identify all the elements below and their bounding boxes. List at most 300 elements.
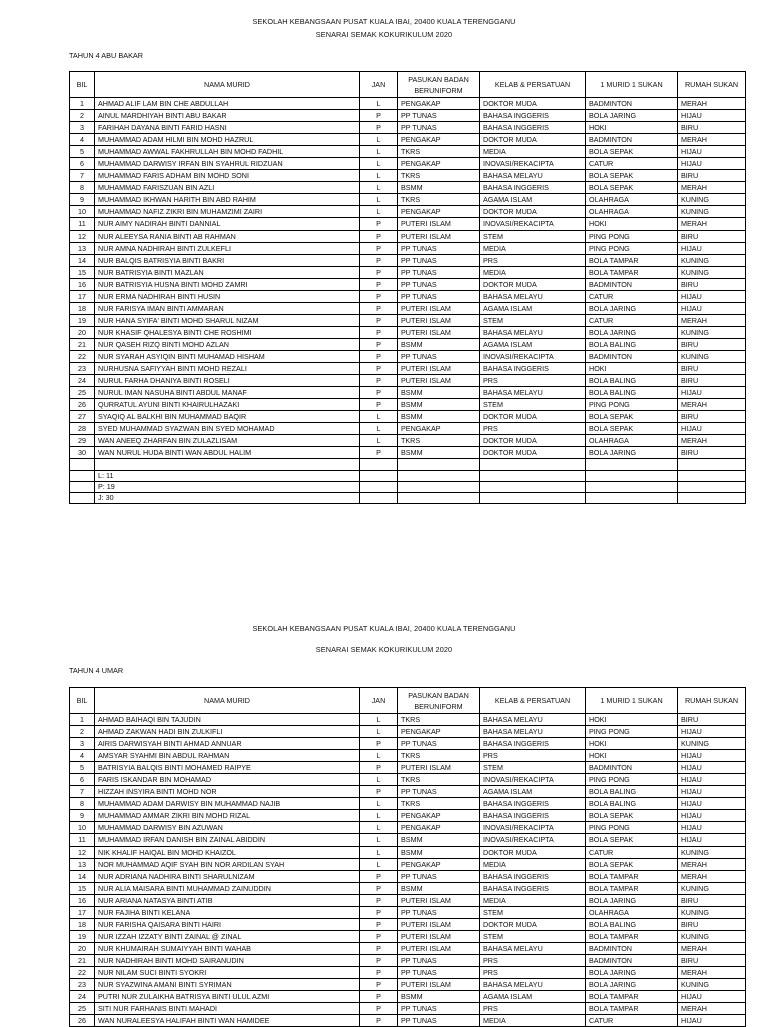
cell-nama-murid: MUHAMMAD AMMAR ZIKRI BIN MOHD RIZAL: [95, 810, 360, 822]
cell-kelab: PRS: [480, 1003, 586, 1015]
cell-nama-murid: NUR ARIANA NATASYA BINTI ATIB: [95, 894, 360, 906]
cell-sukan: BOLA TAMPAR: [586, 991, 678, 1003]
cell-nama-murid: WAN NURUL HUDA BINTI WAN ABDUL HALIM: [95, 447, 360, 459]
cell-bil: 17: [70, 906, 95, 918]
cell-jan: P: [360, 350, 398, 362]
cell-rumah: BIRU: [678, 122, 746, 134]
cell-pasukan: PENGAKAP: [398, 158, 480, 170]
cell-kelab: MEDIA: [480, 894, 586, 906]
cell-bil: 18: [70, 918, 95, 930]
cell-rumah: MERAH: [678, 218, 746, 230]
cell-kelab: DOKTOR MUDA: [480, 411, 586, 423]
table-row: [70, 194, 746, 206]
cell-kelab: INOVASI/REKACIPTA: [480, 158, 586, 170]
cell-jan: P: [360, 882, 398, 894]
table-row: [70, 882, 746, 894]
empty-cell: [398, 493, 480, 504]
cell-bil: 13: [70, 242, 95, 254]
cell-pasukan: PUTERI ISLAM: [398, 363, 480, 375]
cell-pasukan: PUTERI ISLAM: [398, 326, 480, 338]
school-header: SEKOLAH KEBANGSAAN PUSAT KUALA IBAI, 20400 KUALA TERENGGANU: [252, 17, 516, 26]
cell-rumah: KUNING: [678, 350, 746, 362]
cell-rumah: HIJAU: [678, 387, 746, 399]
cell-nama-murid: NURUL FARHA DHANIYA BINTI ROSELI: [95, 375, 360, 387]
cell-pasukan: BSMM: [398, 338, 480, 350]
cell-kelab: BAHASA INGGERIS: [480, 798, 586, 810]
cell-nama-murid: NUR NADHIRAH BINTI MOHD SAIRANUDIN: [95, 954, 360, 966]
cell-jan: P: [360, 1003, 398, 1015]
cell-rumah: MERAH: [678, 966, 746, 978]
cell-jan: P: [360, 375, 398, 387]
cell-bil: 22: [70, 350, 95, 362]
cell-kelab: AGAMA ISLAM: [480, 338, 586, 350]
cell-bil: 29: [70, 435, 95, 447]
cell-kelab: PRS: [480, 254, 586, 266]
cell-kelab: BAHASA MELAYU: [480, 714, 586, 726]
cell-jan: L: [360, 858, 398, 870]
table-row: [70, 726, 746, 738]
table-row: [70, 798, 746, 810]
cell-nama-murid: AIRIS DARWISYAH BINTI AHMAD ANNUAR: [95, 738, 360, 750]
cell-nama-murid: NUR QASEH RIZQ BINTI MOHD AZLAN: [95, 338, 360, 350]
empty-cell: [398, 482, 480, 493]
cell-pasukan: BSMM: [398, 834, 480, 846]
cell-bil: 11: [70, 218, 95, 230]
cell-bil: 16: [70, 278, 95, 290]
cell-rumah: KUNING: [678, 194, 746, 206]
cell-nama-murid: PUTRI NUR ZULAIKHA BATRISYA BINTI ULUL AZMI: [95, 991, 360, 1003]
empty-cell: [360, 471, 398, 482]
table-row: [70, 1003, 746, 1015]
header-bil: BIL: [70, 688, 95, 714]
cell-rumah: MERAH: [678, 399, 746, 411]
cell-sukan: BOLA JARING: [586, 894, 678, 906]
cell-kelab: STEM: [480, 399, 586, 411]
cell-nama-murid: SYAQIQ AL BALKHI BIN MUHAMMAD BAQIR: [95, 411, 360, 423]
empty-cell: [586, 459, 678, 471]
cell-sukan: BOLA TAMPAR: [586, 254, 678, 266]
cell-sukan: BOLA SEPAK: [586, 411, 678, 423]
table-row: [70, 278, 746, 290]
cell-pasukan: PP TUNAS: [398, 966, 480, 978]
cell-kelab: BAHASA INGGERIS: [480, 882, 586, 894]
cell-bil: 27: [70, 411, 95, 423]
table-header-row: [70, 688, 746, 714]
cell-rumah: BIRU: [678, 363, 746, 375]
cell-pasukan: PUTERI ISLAM: [398, 302, 480, 314]
table-row: [70, 906, 746, 918]
cell-pasukan: PUTERI ISLAM: [398, 762, 480, 774]
table-row: [70, 991, 746, 1003]
cell-pasukan: PP TUNAS: [398, 266, 480, 278]
summary-row: [70, 482, 746, 493]
cell-kelab: MEDIA: [480, 858, 586, 870]
cell-rumah: KUNING: [678, 206, 746, 218]
cell-jan: P: [360, 966, 398, 978]
cell-sukan: HOKI: [586, 122, 678, 134]
cell-bil: 4: [70, 750, 95, 762]
cell-pasukan: PP TUNAS: [398, 242, 480, 254]
table-row: [70, 966, 746, 978]
cell-rumah: HIJAU: [678, 786, 746, 798]
cell-jan: L: [360, 170, 398, 182]
cell-jan: P: [360, 314, 398, 326]
table-header-row: [70, 72, 746, 98]
cell-pasukan: PUTERI ISLAM: [398, 314, 480, 326]
cell-bil: 21: [70, 954, 95, 966]
cell-sukan: BOLA TAMPAR: [586, 870, 678, 882]
cell-bil: 19: [70, 930, 95, 942]
cell-sukan: BOLA TAMPAR: [586, 882, 678, 894]
cell-pasukan: TKRS: [398, 194, 480, 206]
cell-bil: 24: [70, 375, 95, 387]
cell-sukan: PING PONG: [586, 774, 678, 786]
cell-pasukan: PUTERI ISLAM: [398, 894, 480, 906]
cell-nama-murid: NUR KHUMAIRAH SUMAIYYAH BINTI WAHAB: [95, 942, 360, 954]
cell-jan: P: [360, 230, 398, 242]
cell-sukan: HOKI: [586, 750, 678, 762]
cell-sukan: BOLA JARING: [586, 302, 678, 314]
cell-jan: L: [360, 194, 398, 206]
cell-bil: 1: [70, 98, 95, 110]
table-row: [70, 930, 746, 942]
cell-pasukan: PP TUNAS: [398, 122, 480, 134]
cell-kelab: AGAMA ISLAM: [480, 991, 586, 1003]
cell-sukan: BOLA TAMPAR: [586, 266, 678, 278]
cell-jan: L: [360, 726, 398, 738]
cell-rumah: HIJAU: [678, 290, 746, 302]
table-row: [70, 230, 746, 242]
cell-rumah: HIJAU: [678, 302, 746, 314]
table-row: [70, 1015, 746, 1027]
cell-sukan: BOLA SEPAK: [586, 423, 678, 435]
cell-bil: 11: [70, 834, 95, 846]
cell-pasukan: PENGAKAP: [398, 98, 480, 110]
cell-sukan: CATUR: [586, 846, 678, 858]
cell-rumah: MERAH: [678, 858, 746, 870]
cell-kelab: BAHASA INGGERIS: [480, 110, 586, 122]
table-row: [70, 363, 746, 375]
cell-rumah: KUNING: [678, 906, 746, 918]
cell-sukan: BOLA JARING: [586, 979, 678, 991]
cell-pasukan: PENGAKAP: [398, 822, 480, 834]
cell-pasukan: PUTERI ISLAM: [398, 218, 480, 230]
cell-bil: 14: [70, 870, 95, 882]
cell-rumah: BIRU: [678, 894, 746, 906]
cell-pasukan: PUTERI ISLAM: [398, 942, 480, 954]
cell-sukan: BOLA JARING: [586, 326, 678, 338]
table-row: [70, 447, 746, 459]
cell-sukan: BOLA BALING: [586, 375, 678, 387]
header-jan: JAN: [360, 72, 398, 98]
cell-jan: P: [360, 918, 398, 930]
cell-kelab: DOKTOR MUDA: [480, 846, 586, 858]
table-row: [70, 954, 746, 966]
cell-pasukan: TKRS: [398, 714, 480, 726]
cell-rumah: HIJAU: [678, 242, 746, 254]
table-row: [70, 399, 746, 411]
cell-nama-murid: AHMAD BAIHAQI BIN TAJUDIN: [95, 714, 360, 726]
table-row: [70, 158, 746, 170]
empty-cell: [586, 471, 678, 482]
cell-jan: P: [360, 979, 398, 991]
cell-pasukan: PP TUNAS: [398, 1015, 480, 1027]
cell-jan: L: [360, 774, 398, 786]
empty-cell: [586, 482, 678, 493]
cell-kelab: MEDIA: [480, 266, 586, 278]
cell-bil: 14: [70, 254, 95, 266]
cell-sukan: BOLA TAMPAR: [586, 930, 678, 942]
cell-rumah: HIJAU: [678, 110, 746, 122]
cell-sukan: CATUR: [586, 158, 678, 170]
header-nama-murid: NAMA MURID: [95, 72, 360, 98]
cell-bil: 15: [70, 882, 95, 894]
cell-rumah: BIRU: [678, 447, 746, 459]
cell-rumah: KUNING: [678, 979, 746, 991]
student-table: [69, 687, 746, 1027]
header-sukan: 1 MURID 1 SUKAN: [586, 688, 678, 714]
cell-pasukan: BSMM: [398, 182, 480, 194]
cell-kelab: BAHASA INGGERIS: [480, 870, 586, 882]
cell-bil: 24: [70, 991, 95, 1003]
cell-nama-murid: MUHAMMAD IRFAN DANISH BIN ZAINAL ABIDDIN: [95, 834, 360, 846]
cell-sukan: BADMINTON: [586, 350, 678, 362]
cell-kelab: PRS: [480, 750, 586, 762]
cell-sukan: PING PONG: [586, 726, 678, 738]
cell-bil: 10: [70, 206, 95, 218]
cell-rumah: BIRU: [678, 954, 746, 966]
cell-jan: L: [360, 750, 398, 762]
empty-cell: [360, 493, 398, 504]
table-row: [70, 350, 746, 362]
cell-bil: 12: [70, 846, 95, 858]
cell-jan: P: [360, 302, 398, 314]
cell-rumah: HIJAU: [678, 1015, 746, 1027]
cell-jan: P: [360, 266, 398, 278]
header-pasukan: PASUKAN BADAN BERUNIFORM: [398, 72, 480, 98]
cell-kelab: BAHASA INGGERIS: [480, 363, 586, 375]
cell-jan: P: [360, 942, 398, 954]
cell-bil: 28: [70, 423, 95, 435]
cell-pasukan: PP TUNAS: [398, 110, 480, 122]
summary-count: J: 30: [95, 493, 360, 504]
summary-count: L: 11: [95, 471, 360, 482]
cell-nama-murid: NUR IZZAH IZZATY BINTI ZAINAL @ ZINAL: [95, 930, 360, 942]
cell-sukan: BADMINTON: [586, 942, 678, 954]
table-row: [70, 182, 746, 194]
cell-bil: 19: [70, 314, 95, 326]
cell-kelab: DOKTOR MUDA: [480, 447, 586, 459]
cell-sukan: BOLA SEPAK: [586, 834, 678, 846]
cell-rumah: HIJAU: [678, 810, 746, 822]
header-bil: BIL: [70, 72, 95, 98]
cell-bil: 20: [70, 326, 95, 338]
empty-cell: [70, 482, 95, 493]
cell-rumah: HIJAU: [678, 991, 746, 1003]
cell-pasukan: PENGAKAP: [398, 858, 480, 870]
cell-kelab: BAHASA INGGERIS: [480, 182, 586, 194]
cell-jan: P: [360, 894, 398, 906]
cell-nama-murid: FARIHAH DAYANA BINTI FARID HASNI: [95, 122, 360, 134]
cell-nama-murid: NUR AIMY NADIRAH BINTI DANNIAL: [95, 218, 360, 230]
cell-rumah: MERAH: [678, 98, 746, 110]
cell-jan: P: [360, 110, 398, 122]
cell-bil: 3: [70, 738, 95, 750]
cell-rumah: HIJAU: [678, 762, 746, 774]
cell-kelab: STEM: [480, 314, 586, 326]
empty-cell: [678, 482, 746, 493]
cell-pasukan: PP TUNAS: [398, 290, 480, 302]
cell-jan: L: [360, 423, 398, 435]
cell-bil: 12: [70, 230, 95, 242]
cell-jan: P: [360, 326, 398, 338]
table-row: [70, 870, 746, 882]
header-pasukan: PASUKAN BADAN BERUNIFORM: [398, 688, 480, 714]
cell-sukan: BOLA JARING: [586, 447, 678, 459]
cell-jan: P: [360, 218, 398, 230]
table-row: [70, 254, 746, 266]
cell-pasukan: BSMM: [398, 846, 480, 858]
cell-rumah: MERAH: [678, 1003, 746, 1015]
empty-cell: [70, 471, 95, 482]
empty-cell: [398, 471, 480, 482]
cell-jan: P: [360, 278, 398, 290]
table-row: [70, 242, 746, 254]
cell-kelab: BAHASA MELAYU: [480, 942, 586, 954]
cell-rumah: HIJAU: [678, 834, 746, 846]
empty-cell: [398, 459, 480, 471]
cell-bil: 26: [70, 1015, 95, 1027]
cell-nama-murid: NUR NILAM SUCI BINTI SYOKRI: [95, 966, 360, 978]
table-row: [70, 858, 746, 870]
cell-bil: 20: [70, 942, 95, 954]
cell-jan: L: [360, 846, 398, 858]
cell-pasukan: PP TUNAS: [398, 906, 480, 918]
cell-nama-murid: WAN ANEEQ ZHARFAN BIN ZULAZLISAM: [95, 435, 360, 447]
cell-nama-murid: NUR ALIA MAISARA BINTI MUHAMMAD ZAINUDDIN: [95, 882, 360, 894]
cell-kelab: MEDIA: [480, 242, 586, 254]
cell-rumah: HIJAU: [678, 146, 746, 158]
cell-nama-murid: MUHAMMAD FARIS ADHAM BIN MOHD SONI: [95, 170, 360, 182]
cell-pasukan: BSMM: [398, 387, 480, 399]
cell-pasukan: PENGAKAP: [398, 423, 480, 435]
cell-kelab: INOVASI/REKACIPTA: [480, 218, 586, 230]
cell-nama-murid: NUR FAJIHA BINTI KELANA: [95, 906, 360, 918]
cell-bil: 21: [70, 338, 95, 350]
cell-kelab: AGAMA ISLAM: [480, 786, 586, 798]
empty-cell: [70, 493, 95, 504]
cell-sukan: PING PONG: [586, 822, 678, 834]
cell-jan: P: [360, 762, 398, 774]
cell-jan: P: [360, 122, 398, 134]
empty-cell: [70, 459, 95, 471]
cell-kelab: PRS: [480, 375, 586, 387]
table-row: [70, 714, 746, 726]
table-row: [70, 302, 746, 314]
cell-pasukan: BSMM: [398, 399, 480, 411]
cell-bil: 2: [70, 110, 95, 122]
cell-rumah: KUNING: [678, 254, 746, 266]
header-kelab: KELAB & PERSATUAN: [480, 72, 586, 98]
cell-jan: P: [360, 1015, 398, 1027]
cell-pasukan: TKRS: [398, 435, 480, 447]
cell-rumah: HIJAU: [678, 822, 746, 834]
cell-kelab: INOVASI/REKACIPTA: [480, 822, 586, 834]
cell-jan: L: [360, 158, 398, 170]
cell-jan: P: [360, 254, 398, 266]
cell-jan: P: [360, 290, 398, 302]
cell-nama-murid: AMSYAR SYAHMI BIN ABDUL RAHMAN: [95, 750, 360, 762]
cell-bil: 3: [70, 122, 95, 134]
cell-nama-murid: MUHAMMAD DARWISY IRFAN BIN SYAHRUL RIDZUAN: [95, 158, 360, 170]
cell-nama-murid: AINUL MARDHIYAH BINTI ABU BAKAR: [95, 110, 360, 122]
cell-bil: 25: [70, 387, 95, 399]
cell-sukan: BOLA SEPAK: [586, 810, 678, 822]
cell-nama-murid: NUR HANA SYIFA' BINTI MOHD SHARUL NIZAM: [95, 314, 360, 326]
cell-pasukan: BSMM: [398, 447, 480, 459]
cell-bil: 16: [70, 894, 95, 906]
cell-bil: 23: [70, 363, 95, 375]
cell-sukan: BOLA JARING: [586, 110, 678, 122]
cell-nama-murid: SYED MUHAMMAD SYAZWAN BIN SYED MOHAMAD: [95, 423, 360, 435]
cell-sukan: HOKI: [586, 738, 678, 750]
cell-pasukan: PP TUNAS: [398, 786, 480, 798]
cell-bil: 25: [70, 1003, 95, 1015]
empty-cell: [678, 459, 746, 471]
empty-cell: [480, 471, 586, 482]
cell-nama-murid: NURHUSNA SAFIYYAH BINTI MOHD REZALI: [95, 363, 360, 375]
cell-bil: 7: [70, 170, 95, 182]
cell-nama-murid: NUR BALQIS BATRISYIA BINTI BAKRI: [95, 254, 360, 266]
student-table: [69, 71, 746, 504]
table-row: [70, 786, 746, 798]
class-name: TAHUN 4 UMAR: [69, 666, 124, 675]
cell-rumah: KUNING: [678, 266, 746, 278]
cell-bil: 26: [70, 399, 95, 411]
cell-sukan: PING PONG: [586, 230, 678, 242]
cell-pasukan: TKRS: [398, 798, 480, 810]
cell-bil: 7: [70, 786, 95, 798]
cell-sukan: HOKI: [586, 363, 678, 375]
cell-nama-murid: NOR MUHAMMAD AQIF SYAH BIN NOR ARDILAN SYAH: [95, 858, 360, 870]
cell-pasukan: PENGAKAP: [398, 134, 480, 146]
cell-jan: L: [360, 146, 398, 158]
cell-bil: 5: [70, 762, 95, 774]
cell-pasukan: PENGAKAP: [398, 206, 480, 218]
cell-sukan: CATUR: [586, 290, 678, 302]
table-row: [70, 266, 746, 278]
cell-pasukan: PP TUNAS: [398, 954, 480, 966]
cell-bil: 9: [70, 194, 95, 206]
summary-count: P: 19: [95, 482, 360, 493]
table-row: [70, 134, 746, 146]
cell-nama-murid: SITI NUR FARHANIS BINTI MAHADI: [95, 1003, 360, 1015]
cell-kelab: INOVASI/REKACIPTA: [480, 834, 586, 846]
cell-bil: 22: [70, 966, 95, 978]
cell-pasukan: BSMM: [398, 991, 480, 1003]
cell-kelab: STEM: [480, 930, 586, 942]
cell-jan: P: [360, 363, 398, 375]
cell-rumah: KUNING: [678, 326, 746, 338]
cell-kelab: BAHASA MELAYU: [480, 290, 586, 302]
cell-bil: 2: [70, 726, 95, 738]
school-header: SEKOLAH KEBANGSAAN PUSAT KUALA IBAI, 20400 KUALA TERENGGANU: [252, 624, 516, 633]
cell-nama-murid: NUR ADRIANA NADHIRA BINTI SHARULNIZAM: [95, 870, 360, 882]
table-row: [70, 411, 746, 423]
cell-jan: P: [360, 738, 398, 750]
document-title: SENARAI SEMAK KOKURIKULUM 2020: [315, 30, 453, 39]
cell-rumah: BIRU: [678, 714, 746, 726]
